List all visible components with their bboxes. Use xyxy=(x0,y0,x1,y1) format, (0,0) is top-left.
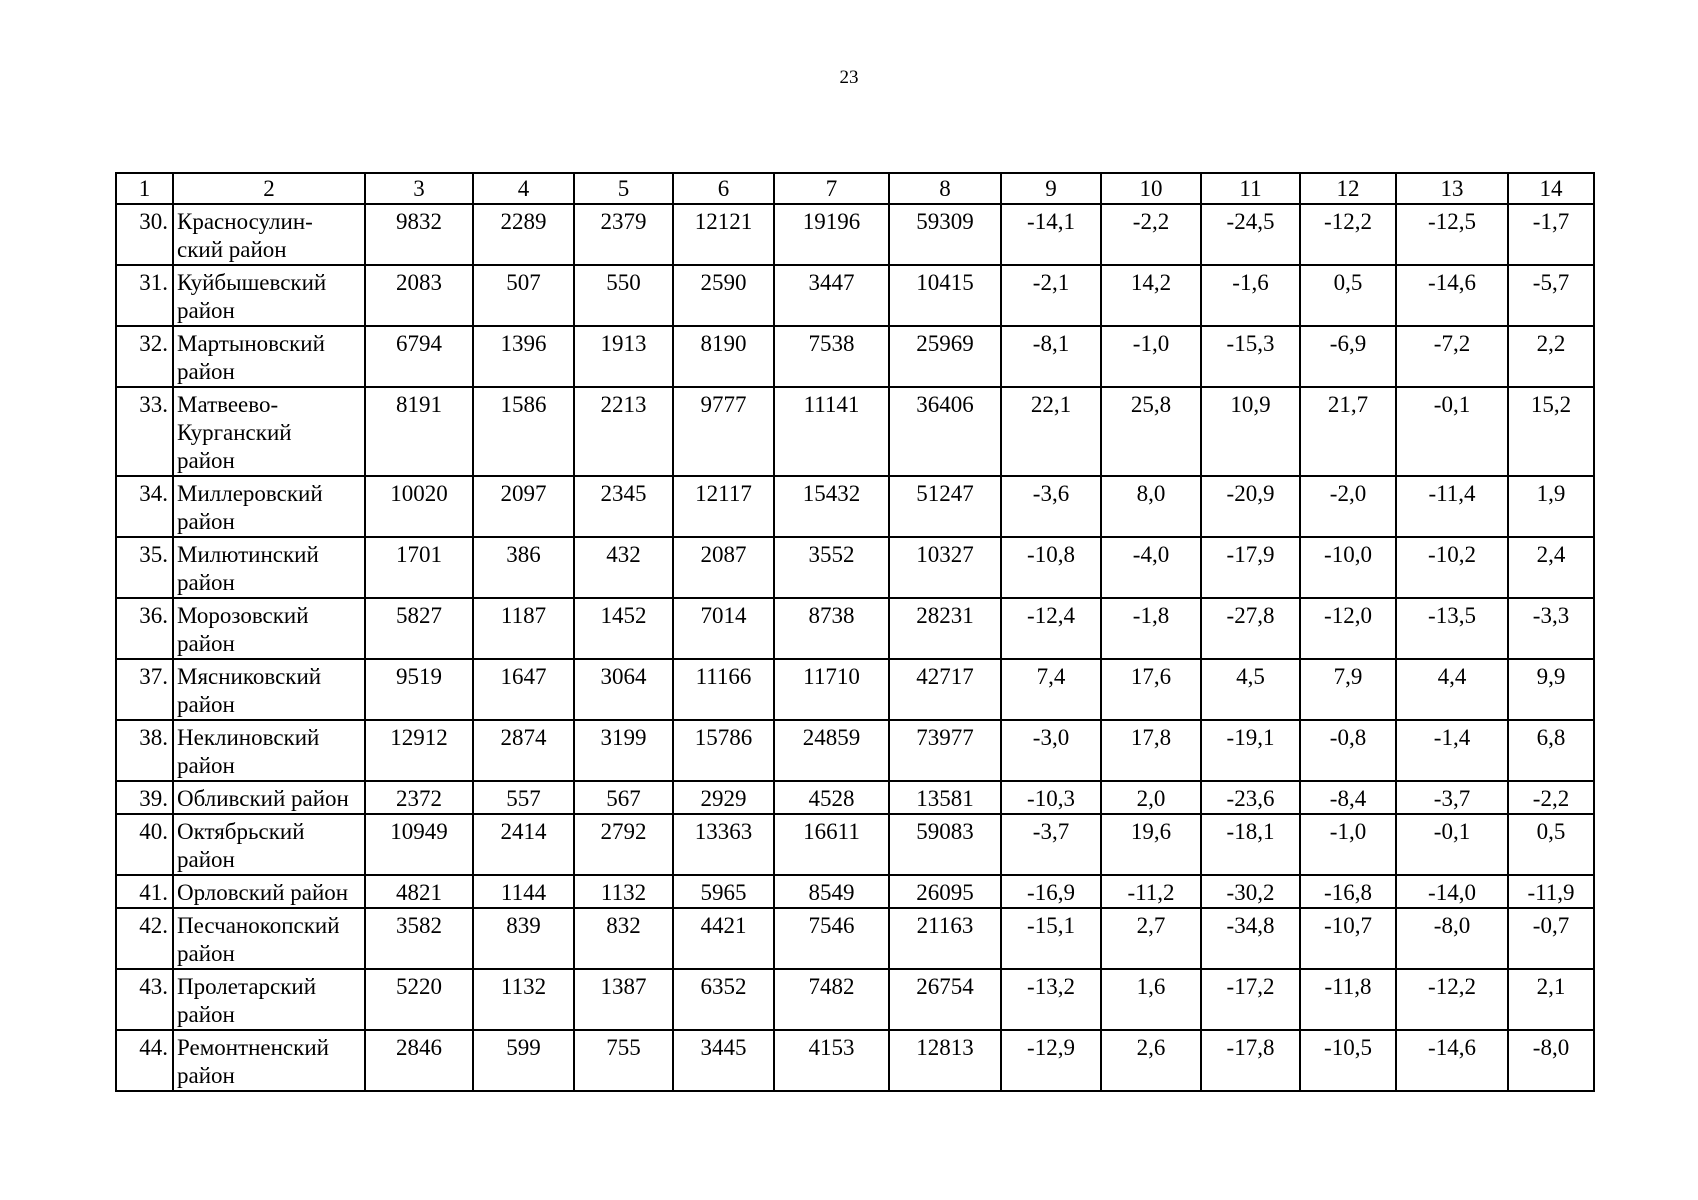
table-row xyxy=(116,476,1594,537)
header-cell: 6 xyxy=(673,173,774,204)
value-cell: 1701 xyxy=(365,537,473,598)
header-cell: 12 xyxy=(1300,173,1396,204)
value-cell: 73977 xyxy=(889,720,1001,781)
value-cell: -23,6 xyxy=(1201,781,1300,814)
value-cell: -30,2 xyxy=(1201,875,1300,908)
value-cell: 1144 xyxy=(473,875,574,908)
value-cell: 13363 xyxy=(673,814,774,875)
value-cell: -15,3 xyxy=(1201,326,1300,387)
value-cell: 15,2 xyxy=(1508,387,1594,476)
value-cell: 42717 xyxy=(889,659,1001,720)
value-cell: 8549 xyxy=(774,875,889,908)
district-name-cell: Милютинский район xyxy=(173,537,365,598)
value-cell: 9777 xyxy=(673,387,774,476)
value-cell: 4,4 xyxy=(1396,659,1508,720)
value-cell: -5,7 xyxy=(1508,265,1594,326)
row-number-cell: 38. xyxy=(116,720,173,781)
value-cell: -12,5 xyxy=(1396,204,1508,265)
value-cell: 1132 xyxy=(574,875,673,908)
value-cell: 10949 xyxy=(365,814,473,875)
value-cell: 2379 xyxy=(574,204,673,265)
value-cell: 3445 xyxy=(673,1030,774,1091)
district-name-cell: Матвеево- Курганский район xyxy=(173,387,365,476)
value-cell: -14,6 xyxy=(1396,1030,1508,1091)
row-number-cell: 41. xyxy=(116,875,173,908)
value-cell: 1647 xyxy=(473,659,574,720)
value-cell: 10020 xyxy=(365,476,473,537)
value-cell: 12912 xyxy=(365,720,473,781)
value-cell: -3,3 xyxy=(1508,598,1594,659)
value-cell: 8191 xyxy=(365,387,473,476)
value-cell: 51247 xyxy=(889,476,1001,537)
value-cell: -19,1 xyxy=(1201,720,1300,781)
value-cell: -17,9 xyxy=(1201,537,1300,598)
value-cell: 9,9 xyxy=(1508,659,1594,720)
value-cell: -10,2 xyxy=(1396,537,1508,598)
value-cell: 1,6 xyxy=(1101,969,1201,1030)
table-row xyxy=(116,326,1594,387)
value-cell: -11,8 xyxy=(1300,969,1396,1030)
value-cell: 22,1 xyxy=(1001,387,1101,476)
value-cell: -16,9 xyxy=(1001,875,1101,908)
value-cell: 2372 xyxy=(365,781,473,814)
value-cell: 10415 xyxy=(889,265,1001,326)
district-name-cell: Пролетарский район xyxy=(173,969,365,1030)
value-cell: 550 xyxy=(574,265,673,326)
value-cell: 5827 xyxy=(365,598,473,659)
value-cell: 4,5 xyxy=(1201,659,1300,720)
value-cell: 10327 xyxy=(889,537,1001,598)
value-cell: 2846 xyxy=(365,1030,473,1091)
value-cell: -3,7 xyxy=(1001,814,1101,875)
value-cell: -11,9 xyxy=(1508,875,1594,908)
value-cell: 9519 xyxy=(365,659,473,720)
value-cell: 2590 xyxy=(673,265,774,326)
value-cell: -1,4 xyxy=(1396,720,1508,781)
value-cell: 7,9 xyxy=(1300,659,1396,720)
table-header-row xyxy=(116,173,1594,204)
value-cell: -15,1 xyxy=(1001,908,1101,969)
value-cell: 2,2 xyxy=(1508,326,1594,387)
district-name-cell: Песчанокопский район xyxy=(173,908,365,969)
value-cell: -8,4 xyxy=(1300,781,1396,814)
value-cell: 599 xyxy=(473,1030,574,1091)
district-name-cell: Орловский район xyxy=(173,875,365,908)
value-cell: -0,1 xyxy=(1396,814,1508,875)
value-cell: -10,0 xyxy=(1300,537,1396,598)
value-cell: 0,5 xyxy=(1300,265,1396,326)
value-cell: -14,6 xyxy=(1396,265,1508,326)
value-cell: -18,1 xyxy=(1201,814,1300,875)
value-cell: -16,8 xyxy=(1300,875,1396,908)
value-cell: -12,0 xyxy=(1300,598,1396,659)
value-cell: -17,8 xyxy=(1201,1030,1300,1091)
row-number-cell: 34. xyxy=(116,476,173,537)
value-cell: 12813 xyxy=(889,1030,1001,1091)
value-cell: 3199 xyxy=(574,720,673,781)
value-cell: -7,2 xyxy=(1396,326,1508,387)
value-cell: 507 xyxy=(473,265,574,326)
value-cell: 2345 xyxy=(574,476,673,537)
value-cell: 14,2 xyxy=(1101,265,1201,326)
value-cell: -20,9 xyxy=(1201,476,1300,537)
value-cell: 26095 xyxy=(889,875,1001,908)
value-cell: 6,8 xyxy=(1508,720,1594,781)
value-cell: -1,0 xyxy=(1101,326,1201,387)
value-cell: 17,8 xyxy=(1101,720,1201,781)
value-cell: 3552 xyxy=(774,537,889,598)
value-cell: 1,9 xyxy=(1508,476,1594,537)
value-cell: -8,0 xyxy=(1508,1030,1594,1091)
value-cell: 59309 xyxy=(889,204,1001,265)
row-number-cell: 42. xyxy=(116,908,173,969)
table-row xyxy=(116,537,1594,598)
value-cell: 4528 xyxy=(774,781,889,814)
value-cell: -1,6 xyxy=(1201,265,1300,326)
header-cell: 8 xyxy=(889,173,1001,204)
value-cell: 1586 xyxy=(473,387,574,476)
header-cell: 13 xyxy=(1396,173,1508,204)
row-number-cell: 32. xyxy=(116,326,173,387)
value-cell: 25969 xyxy=(889,326,1001,387)
value-cell: 2929 xyxy=(673,781,774,814)
district-name-cell: Обливский район xyxy=(173,781,365,814)
row-number-cell: 36. xyxy=(116,598,173,659)
value-cell: 10,9 xyxy=(1201,387,1300,476)
value-cell: 3064 xyxy=(574,659,673,720)
value-cell: -3,7 xyxy=(1396,781,1508,814)
district-name-cell: Мясниковский район xyxy=(173,659,365,720)
value-cell: 2083 xyxy=(365,265,473,326)
table-row xyxy=(116,908,1594,969)
value-cell: 432 xyxy=(574,537,673,598)
row-number-cell: 40. xyxy=(116,814,173,875)
value-cell: -10,8 xyxy=(1001,537,1101,598)
value-cell: 557 xyxy=(473,781,574,814)
value-cell: -1,8 xyxy=(1101,598,1201,659)
value-cell: 7538 xyxy=(774,326,889,387)
value-cell: 13581 xyxy=(889,781,1001,814)
data-table xyxy=(115,172,1595,1092)
value-cell: 11710 xyxy=(774,659,889,720)
value-cell: -12,2 xyxy=(1396,969,1508,1030)
value-cell: -12,4 xyxy=(1001,598,1101,659)
value-cell: -14,1 xyxy=(1001,204,1101,265)
value-cell: 4421 xyxy=(673,908,774,969)
table-row xyxy=(116,875,1594,908)
district-name-cell: Миллеровский район xyxy=(173,476,365,537)
district-name-cell: Красносулин- ский район xyxy=(173,204,365,265)
value-cell: 4153 xyxy=(774,1030,889,1091)
value-cell: 12117 xyxy=(673,476,774,537)
value-cell: 2,4 xyxy=(1508,537,1594,598)
value-cell: 19,6 xyxy=(1101,814,1201,875)
value-cell: -2,2 xyxy=(1101,204,1201,265)
value-cell: 0,5 xyxy=(1508,814,1594,875)
page-number: 23 xyxy=(839,67,859,88)
value-cell: 1913 xyxy=(574,326,673,387)
header-cell: 11 xyxy=(1201,173,1300,204)
value-cell: 839 xyxy=(473,908,574,969)
value-cell: 59083 xyxy=(889,814,1001,875)
row-number-cell: 33. xyxy=(116,387,173,476)
value-cell: -12,2 xyxy=(1300,204,1396,265)
value-cell: -11,4 xyxy=(1396,476,1508,537)
table-row xyxy=(116,204,1594,265)
value-cell: 24859 xyxy=(774,720,889,781)
value-cell: 2874 xyxy=(473,720,574,781)
table-row xyxy=(116,387,1594,476)
value-cell: 15432 xyxy=(774,476,889,537)
value-cell: 4821 xyxy=(365,875,473,908)
value-cell: -34,8 xyxy=(1201,908,1300,969)
row-number-cell: 30. xyxy=(116,204,173,265)
value-cell: 17,6 xyxy=(1101,659,1201,720)
value-cell: -1,0 xyxy=(1300,814,1396,875)
value-cell: 9832 xyxy=(365,204,473,265)
value-cell: -1,7 xyxy=(1508,204,1594,265)
value-cell: 1132 xyxy=(473,969,574,1030)
table-row xyxy=(116,969,1594,1030)
value-cell: 2414 xyxy=(473,814,574,875)
table-row xyxy=(116,598,1594,659)
value-cell: 25,8 xyxy=(1101,387,1201,476)
value-cell: -12,9 xyxy=(1001,1030,1101,1091)
value-cell: -13,2 xyxy=(1001,969,1101,1030)
value-cell: -2,2 xyxy=(1508,781,1594,814)
value-cell: 26754 xyxy=(889,969,1001,1030)
header-cell: 1 xyxy=(116,173,173,204)
value-cell: -3,6 xyxy=(1001,476,1101,537)
value-cell: 8,0 xyxy=(1101,476,1201,537)
row-number-cell: 31. xyxy=(116,265,173,326)
district-name-cell: Неклиновский район xyxy=(173,720,365,781)
row-number-cell: 39. xyxy=(116,781,173,814)
header-cell: 10 xyxy=(1101,173,1201,204)
value-cell: 567 xyxy=(574,781,673,814)
value-cell: 755 xyxy=(574,1030,673,1091)
table-row xyxy=(116,720,1594,781)
value-cell: 2,1 xyxy=(1508,969,1594,1030)
value-cell: -8,0 xyxy=(1396,908,1508,969)
value-cell: 28231 xyxy=(889,598,1001,659)
value-cell: 7482 xyxy=(774,969,889,1030)
header-cell: 2 xyxy=(173,173,365,204)
value-cell: -10,7 xyxy=(1300,908,1396,969)
value-cell: 2213 xyxy=(574,387,673,476)
value-cell: 11166 xyxy=(673,659,774,720)
value-cell: 7014 xyxy=(673,598,774,659)
header-cell: 3 xyxy=(365,173,473,204)
value-cell: -24,5 xyxy=(1201,204,1300,265)
header-cell: 14 xyxy=(1508,173,1594,204)
value-cell: 1387 xyxy=(574,969,673,1030)
header-cell: 5 xyxy=(574,173,673,204)
value-cell: 15786 xyxy=(673,720,774,781)
value-cell: 5965 xyxy=(673,875,774,908)
value-cell: -17,2 xyxy=(1201,969,1300,1030)
value-cell: -13,5 xyxy=(1396,598,1508,659)
value-cell: 7,4 xyxy=(1001,659,1101,720)
district-name-cell: Ремонтненский район xyxy=(173,1030,365,1091)
value-cell: -10,3 xyxy=(1001,781,1101,814)
value-cell: 2087 xyxy=(673,537,774,598)
value-cell: 1452 xyxy=(574,598,673,659)
table-row xyxy=(116,781,1594,814)
value-cell: 1396 xyxy=(473,326,574,387)
header-cell: 9 xyxy=(1001,173,1101,204)
value-cell: -6,9 xyxy=(1300,326,1396,387)
table-row xyxy=(116,814,1594,875)
value-cell: -0,1 xyxy=(1396,387,1508,476)
value-cell: 832 xyxy=(574,908,673,969)
value-cell: 16611 xyxy=(774,814,889,875)
row-number-cell: 37. xyxy=(116,659,173,720)
value-cell: 6794 xyxy=(365,326,473,387)
value-cell: 19196 xyxy=(774,204,889,265)
value-cell: -0,7 xyxy=(1508,908,1594,969)
value-cell: 1187 xyxy=(473,598,574,659)
table-body xyxy=(116,173,1594,1091)
district-name-cell: Октябрьский район xyxy=(173,814,365,875)
value-cell: 12121 xyxy=(673,204,774,265)
value-cell: 2,7 xyxy=(1101,908,1201,969)
value-cell: 2792 xyxy=(574,814,673,875)
value-cell: 11141 xyxy=(774,387,889,476)
table-row xyxy=(116,1030,1594,1091)
table-row xyxy=(116,265,1594,326)
row-number-cell: 35. xyxy=(116,537,173,598)
value-cell: 21163 xyxy=(889,908,1001,969)
value-cell: -14,0 xyxy=(1396,875,1508,908)
table-row xyxy=(116,659,1594,720)
value-cell: -2,1 xyxy=(1001,265,1101,326)
value-cell: -8,1 xyxy=(1001,326,1101,387)
header-cell: 4 xyxy=(473,173,574,204)
value-cell: 8190 xyxy=(673,326,774,387)
value-cell: 2,6 xyxy=(1101,1030,1201,1091)
value-cell: 3582 xyxy=(365,908,473,969)
value-cell: -10,5 xyxy=(1300,1030,1396,1091)
value-cell: 2,0 xyxy=(1101,781,1201,814)
value-cell: 7546 xyxy=(774,908,889,969)
value-cell: 3447 xyxy=(774,265,889,326)
value-cell: 36406 xyxy=(889,387,1001,476)
row-number-cell: 43. xyxy=(116,969,173,1030)
header-cell: 7 xyxy=(774,173,889,204)
value-cell: 6352 xyxy=(673,969,774,1030)
district-name-cell: Куйбышевский район xyxy=(173,265,365,326)
value-cell: -27,8 xyxy=(1201,598,1300,659)
value-cell: -11,2 xyxy=(1101,875,1201,908)
value-cell: 5220 xyxy=(365,969,473,1030)
value-cell: 8738 xyxy=(774,598,889,659)
value-cell: 2097 xyxy=(473,476,574,537)
value-cell: -3,0 xyxy=(1001,720,1101,781)
value-cell: -0,8 xyxy=(1300,720,1396,781)
value-cell: 21,7 xyxy=(1300,387,1396,476)
value-cell: 2289 xyxy=(473,204,574,265)
value-cell: 386 xyxy=(473,537,574,598)
district-name-cell: Морозовский район xyxy=(173,598,365,659)
value-cell: -2,0 xyxy=(1300,476,1396,537)
row-number-cell: 44. xyxy=(116,1030,173,1091)
district-name-cell: Мартыновский район xyxy=(173,326,365,387)
value-cell: -4,0 xyxy=(1101,537,1201,598)
